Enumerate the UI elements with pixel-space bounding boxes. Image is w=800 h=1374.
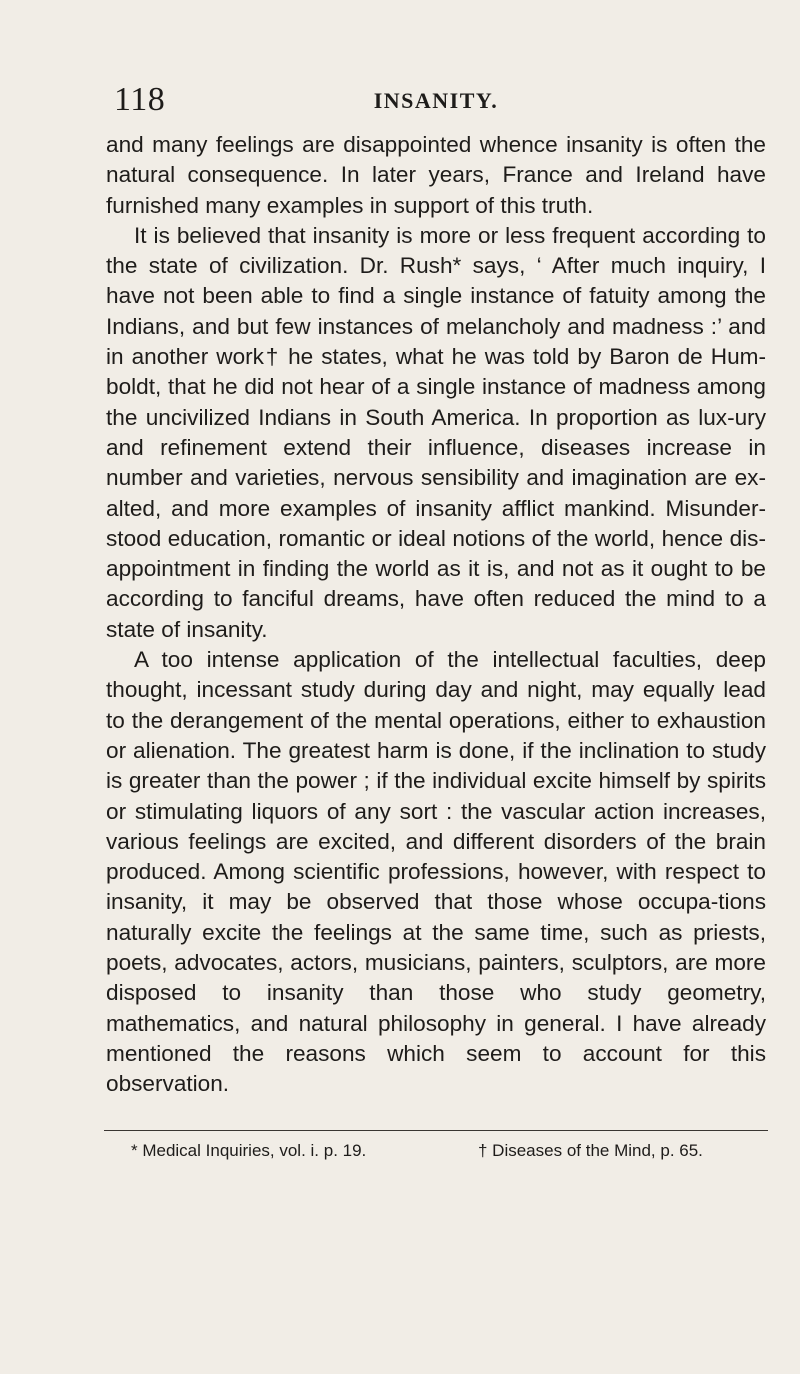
running-title: INSANITY. bbox=[373, 88, 499, 113]
footnote-diseases-of-the-mind: † Diseases of the Mind, p. 65. bbox=[478, 1140, 703, 1160]
page-number: 118 bbox=[114, 81, 166, 118]
paragraph-intellectual-faculties: A too intense application of the intellectual faculties, deep thought, incessant study during day and night, may equally lead to the derangement of the mental operations, either to exhaustion or alienation. The greatest harm is done, if the inclination to study is greater than the power ; if the individual excite himself by spirits or stimulating liquors of any sort : the vascular action increases, various feelings are excited, and different disorders of the brain produced. Among scientific professions, however, with respect to insanity, it may be observed that those whose occupa-tions naturally excite the feelings at the same time, such as priests, poets, advocates, actors, musicians, painters, sculptors, are more disposed to insanity than those who study geometry, mathematics, and natural philosophy in general. I have already mentioned the reasons which seem to account for this observation. bbox=[106, 647, 766, 1097]
paragraph-continued: and many feelings are disappointed whence insanity is often the natural consequence. In later years, France and Ireland have furnished many examples in support of this truth. bbox=[106, 132, 766, 218]
running-head bbox=[106, 80, 766, 120]
body-text bbox=[106, 130, 766, 1100]
footnote-medical-inquiries: * Medical Inquiries, vol. i. p. 19. bbox=[131, 1140, 367, 1160]
paragraph-civilization: It is believed that insanity is more or less frequent according to the state of civilization. Dr. Rush* says, ‘ After much inquiry, I have not been able to find a single instance of fatuity among the Indians, and but few instances of melancholy and madness :’ and in another work† he states, what he was told by Baron de Hum-boldt, that he did not hear of a single instance of madness among the uncivilized Indians in South America. In proportion as lux-ury and refinement extend their influence, diseases increase in number and varieties, nervous sensibility and imagination are ex-alted, and more examples of insanity afflict mankind. Misunder-stood education, romantic or ideal notions of the world, hence dis-appointment in finding the world as it is, and not as it ought to be according to fanciful dreams, have often reduced the mind to a state of insanity. bbox=[106, 222, 766, 642]
footnote-rule bbox=[104, 1130, 768, 1131]
book-page bbox=[106, 80, 766, 1164]
footnotes bbox=[106, 1138, 766, 1164]
